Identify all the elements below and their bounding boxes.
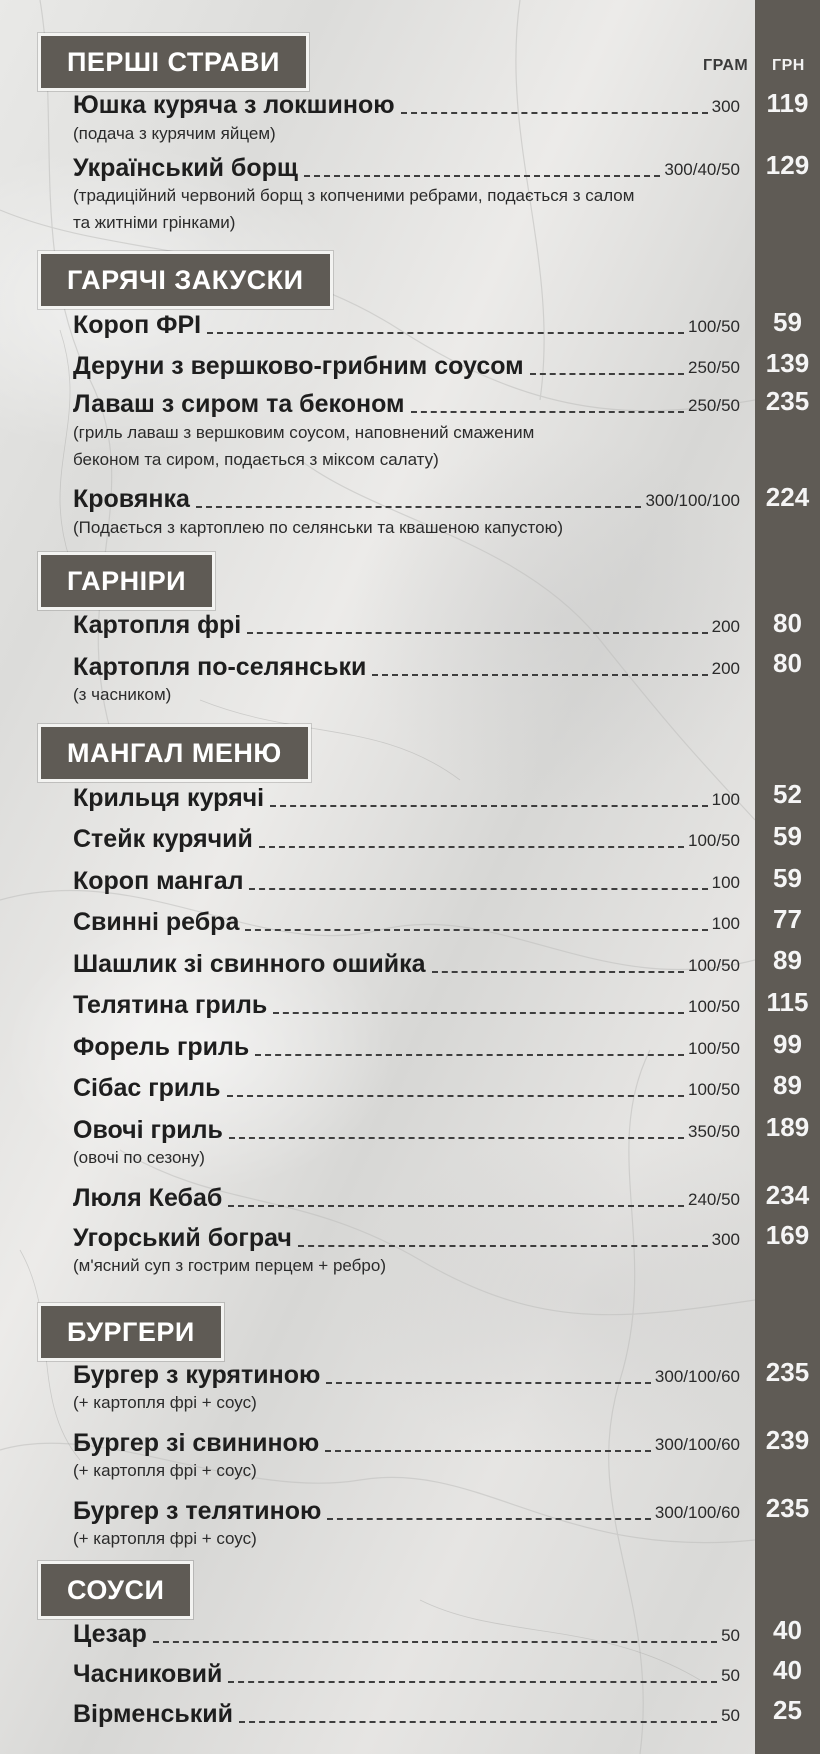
dotted-leader [326, 1382, 651, 1384]
menu-item [73, 945, 740, 979]
dotted-leader [228, 1681, 717, 1683]
item-weight: 100/50 [688, 956, 740, 975]
item-name: Люля Кебаб [73, 1184, 223, 1212]
item-price: 235 [765, 1357, 810, 1387]
dotted-leader [196, 506, 642, 508]
menu-item [73, 1655, 740, 1689]
item-price: 119 [766, 88, 809, 118]
dotted-leader [530, 373, 684, 375]
menu-item [73, 347, 740, 381]
item-name: Картопля по-селянськи [73, 653, 367, 681]
item-price: 239 [765, 1425, 810, 1455]
dotted-leader [227, 1095, 685, 1097]
item-note: (овочі по сезону) [73, 1148, 205, 1167]
dotted-leader [273, 1012, 684, 1014]
menu-item [73, 862, 740, 896]
item-price: 139 [765, 348, 810, 378]
menu-item [73, 306, 740, 340]
item-price: 40 [773, 1615, 802, 1645]
item-note: та житніми грінками) [73, 213, 236, 232]
dotted-leader [239, 1721, 717, 1723]
item-name: Вірменський [73, 1700, 233, 1728]
item-price: 224 [765, 482, 810, 512]
menu-item [73, 779, 740, 813]
item-name: Овочі гриль [73, 1116, 223, 1144]
section-title: ГАРЯЧІ ЗАКУСКИ [67, 264, 304, 295]
item-name: Кровянка [73, 485, 190, 513]
item-note: (м'ясний суп з гострим перцем + ребро) [73, 1256, 386, 1275]
dotted-leader [259, 846, 684, 848]
menu-item [73, 1028, 740, 1062]
item-price: 59 [773, 863, 802, 893]
item-name: Цезар [73, 1620, 147, 1648]
item-name: Деруни з вершково-грибним соусом [73, 352, 524, 380]
dotted-leader [372, 674, 707, 676]
section-header-hot-snacks [38, 251, 333, 309]
menu-item [73, 903, 740, 937]
dotted-leader [327, 1518, 651, 1520]
item-name: Короп мангал [73, 867, 244, 895]
section-title: БУРГЕРИ [67, 1316, 195, 1347]
dotted-leader [270, 805, 707, 807]
section-title: МАНГАЛ МЕНЮ [67, 737, 282, 768]
item-weight: 300 [711, 97, 740, 116]
menu-item [73, 648, 740, 682]
section-header-burgers [38, 1303, 224, 1361]
item-weight: 100/50 [688, 997, 740, 1016]
weight-column-header: ГРАМ [703, 57, 749, 74]
dotted-leader [325, 1450, 651, 1452]
item-weight: 50 [721, 1626, 740, 1645]
menu-item [73, 1219, 740, 1253]
item-weight: 250/50 [688, 358, 740, 377]
item-note: (гриль лаваш з вершковим соусом, наповнений смаженим [73, 423, 535, 442]
item-note: (+ картопля фрі + соус) [73, 1461, 257, 1480]
menu-item [73, 1695, 740, 1729]
price-column-header: ГРН [772, 57, 805, 74]
dotted-leader [207, 332, 684, 334]
menu-item [73, 385, 740, 419]
item-name: Крильця курячі [73, 784, 265, 812]
item-weight: 300/100/100 [645, 491, 740, 510]
menu-item [73, 1356, 740, 1390]
item-weight: 100 [711, 790, 740, 809]
item-weight: 200 [711, 659, 740, 678]
dotted-leader [432, 971, 684, 973]
item-name: Телятина гриль [73, 991, 268, 1019]
dotted-leader [153, 1641, 717, 1643]
section-header-sides [38, 552, 215, 610]
dotted-leader [411, 411, 684, 413]
item-price: 77 [773, 904, 802, 934]
item-price: 234 [765, 1180, 810, 1210]
item-weight: 100/50 [688, 1080, 740, 1099]
item-name: Бургер з телятиною [73, 1497, 322, 1525]
section-header-first-courses [38, 33, 309, 91]
dotted-leader [229, 1137, 684, 1139]
item-weight: 300/100/60 [654, 1435, 740, 1454]
item-price: 115 [766, 987, 809, 1017]
menu-item [73, 606, 740, 640]
item-weight: 100/50 [688, 831, 740, 850]
item-weight: 350/50 [688, 1122, 740, 1141]
item-weight: 50 [721, 1666, 740, 1685]
item-name: Лаваш з сиром та беконом [73, 390, 405, 418]
item-note: (традиційний червоний борщ з копченими ребрами, подається з салом [73, 186, 635, 205]
menu-item [73, 86, 740, 120]
dotted-leader [228, 1205, 684, 1207]
item-name: Форель гриль [73, 1033, 250, 1061]
item-weight: 50 [721, 1706, 740, 1725]
item-name: Юшка куряча з локшиною [73, 91, 395, 119]
dotted-leader [249, 888, 707, 890]
item-name: Угорський бограч [73, 1224, 292, 1252]
menu-item [73, 1492, 740, 1526]
item-note: (Подається з картоплею по селянськи та квашеною капустою) [73, 518, 564, 537]
dotted-leader [304, 175, 660, 177]
menu-item [73, 1179, 740, 1213]
item-name: Стейк курячий [73, 825, 253, 853]
item-price: 80 [773, 648, 802, 678]
item-name: Бургер з курятиною [73, 1361, 321, 1389]
item-price: 99 [773, 1029, 802, 1059]
item-weight: 200 [711, 617, 740, 636]
dotted-leader [247, 632, 707, 634]
item-name: Бургер зі свининою [73, 1429, 320, 1457]
item-weight: 100 [711, 873, 740, 892]
item-weight: 250/50 [688, 396, 740, 415]
section-header-sauces [38, 1561, 193, 1619]
dotted-leader [401, 112, 708, 114]
item-weight: 300 [711, 1230, 740, 1249]
item-price: 189 [765, 1112, 810, 1142]
item-price: 52 [773, 779, 802, 809]
item-price: 59 [773, 821, 802, 851]
item-price: 235 [765, 1493, 810, 1523]
menu-item [73, 1069, 740, 1103]
item-name: Часниковий [73, 1660, 223, 1688]
menu-item [73, 149, 740, 183]
section-title: ГАРНІРИ [67, 565, 187, 596]
item-price: 89 [773, 1070, 802, 1100]
item-note: (+ картопля фрі + соус) [73, 1393, 257, 1412]
item-name: Шашлик зі свинного ошийка [73, 950, 426, 978]
item-weight: 100/50 [688, 1039, 740, 1058]
item-note: (з часником) [73, 685, 172, 704]
item-price: 235 [765, 386, 810, 416]
section-title: ПЕРШІ СТРАВИ [67, 46, 280, 77]
menu-item [73, 986, 740, 1020]
item-price: 59 [773, 307, 802, 337]
section-title: СОУСИ [67, 1574, 165, 1605]
item-name: Картопля фрі [73, 611, 242, 639]
item-price: 169 [765, 1220, 810, 1250]
item-weight: 300/40/50 [664, 160, 740, 179]
item-weight: 300/100/60 [654, 1367, 740, 1386]
item-price: 80 [773, 608, 802, 638]
item-name: Свинні ребра [73, 908, 240, 936]
item-weight: 100/50 [688, 317, 740, 336]
item-note: (+ картопля фрі + соус) [73, 1529, 257, 1548]
section-header-grill-menu [38, 724, 311, 782]
menu-item [73, 1615, 740, 1649]
item-weight: 240/50 [688, 1190, 740, 1209]
item-weight: 100 [711, 914, 740, 933]
menu-item [73, 1424, 740, 1458]
menu-item [73, 820, 740, 854]
dotted-leader [255, 1054, 684, 1056]
item-weight: 300/100/60 [654, 1503, 740, 1522]
item-note: (подача з курячим яйцем) [73, 124, 276, 143]
item-name: Український борщ [73, 154, 298, 182]
item-price: 89 [773, 945, 802, 975]
menu-item [73, 480, 740, 514]
item-price: 129 [765, 150, 810, 180]
dotted-leader [245, 929, 707, 931]
item-price: 25 [773, 1695, 802, 1725]
item-note: беконом та сиром, подається з міксом салату) [73, 450, 439, 469]
item-name: Короп ФРІ [73, 311, 202, 339]
dotted-leader [298, 1245, 708, 1247]
item-name: Сібас гриль [73, 1074, 221, 1102]
item-price: 40 [773, 1655, 802, 1685]
menu-item [73, 1111, 740, 1145]
